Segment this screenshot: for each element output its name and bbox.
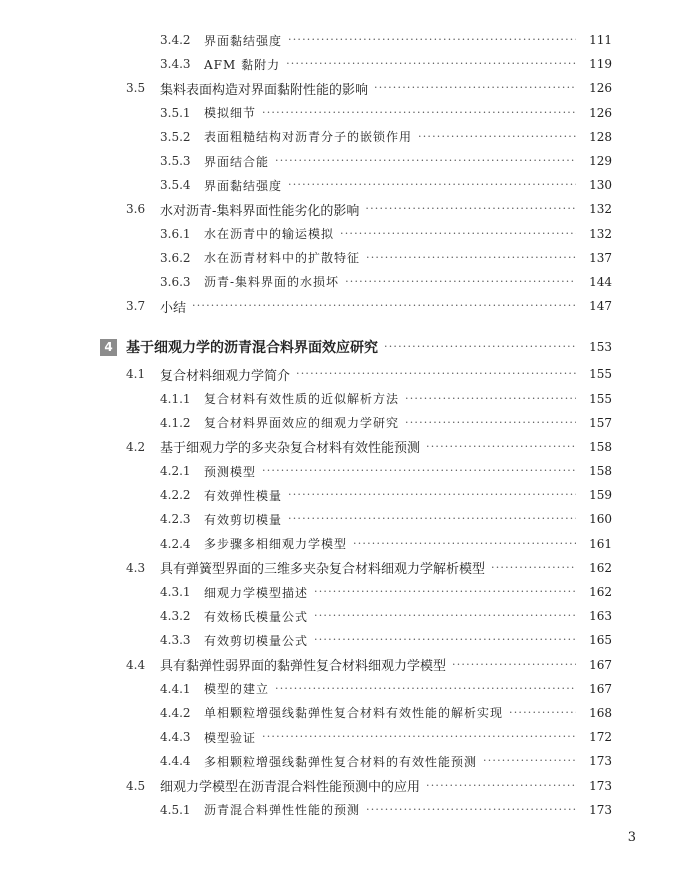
section-page-number: 162: [589, 560, 612, 575]
section-number: 4.3.2: [160, 609, 191, 624]
section-page-number: 144: [589, 274, 612, 289]
section-page-number: 130: [589, 178, 612, 193]
section-page-number: 172: [589, 730, 612, 745]
dot-leader: [288, 512, 576, 526]
dot-leader: [374, 81, 576, 95]
section-title: 单相颗粒增强线黏弹性复合材料有效性能的解析实现: [204, 706, 504, 721]
section-number: 4.4.4: [160, 754, 191, 769]
section-title: 界面黏结强度: [204, 178, 283, 193]
section-number: 4.1.2: [160, 415, 191, 430]
toc-entry[interactable]: [0, 125, 700, 149]
section-page-number: 128: [589, 129, 612, 144]
section-number: 4.1.1: [160, 391, 191, 406]
dot-leader: [262, 106, 576, 120]
section-number: 4.4.1: [160, 681, 191, 696]
dot-leader: [314, 609, 576, 623]
section-number: 4.2.4: [160, 536, 191, 551]
toc-entry[interactable]: [0, 270, 700, 294]
toc-entry[interactable]: [0, 149, 700, 173]
section-number: 4.2: [126, 439, 146, 454]
dot-leader: [275, 154, 576, 168]
section-page-number: 161: [589, 536, 612, 551]
section-number: 4.1: [126, 367, 146, 382]
section-page-number: 126: [589, 105, 612, 120]
section-number: 3.4.3: [160, 57, 191, 72]
section-number: 4.3: [126, 560, 146, 575]
section-number: 4.4: [126, 657, 146, 672]
section-page-number: 167: [589, 681, 612, 696]
section-title: 复合材料有效性质的近似解析方法: [204, 392, 400, 407]
dot-leader: [353, 537, 576, 551]
section-title: 界面黏结强度: [204, 33, 283, 48]
section-title: 有效剪切模量公式: [204, 633, 309, 648]
toc-entry[interactable]: [0, 580, 700, 604]
section-title: 多相颗粒增强线黏弹性复合材料的有效性能预测: [204, 754, 478, 769]
toc-entry[interactable]: [0, 459, 700, 483]
toc-entry[interactable]: [0, 197, 700, 221]
page-number: 3: [627, 830, 636, 845]
section-number: 4.4.2: [160, 705, 191, 720]
dot-leader: [286, 57, 576, 71]
section-page-number: 173: [589, 802, 612, 817]
table-of-contents: [0, 28, 700, 822]
chapter-number-badge: 4: [100, 339, 117, 356]
dot-leader: [365, 202, 576, 216]
section-title: 预测模型: [204, 464, 257, 479]
dot-leader: [288, 488, 576, 502]
section-number: 3.4.2: [160, 33, 191, 48]
dot-leader: [491, 561, 576, 575]
section-page-number: 155: [589, 367, 612, 382]
section-number: 3.6.3: [160, 274, 191, 289]
section-page-number: 137: [589, 250, 612, 265]
section-page-number: 129: [589, 154, 612, 169]
section-page-number: 111: [589, 33, 612, 48]
section-number: 4.3.3: [160, 633, 191, 648]
dot-leader: [275, 682, 576, 696]
toc-entry[interactable]: [0, 532, 700, 556]
section-number: 3.5.4: [160, 178, 191, 193]
section-number: 3.6.2: [160, 250, 191, 265]
section-number: 3.6: [126, 202, 146, 217]
section-title: 基于细观力学的多夹杂复合材料有效性能预测: [160, 441, 421, 457]
section-number: 3.5.3: [160, 154, 191, 169]
toc-entry[interactable]: [0, 653, 700, 677]
section-title: 界面结合能: [204, 154, 270, 169]
section-title: 模型的建立: [204, 682, 270, 697]
section-title: 模拟细节: [204, 106, 257, 121]
toc-entry[interactable]: [0, 556, 700, 580]
dot-leader: [288, 33, 576, 47]
section-title: 具有黏弹性弱界面的黏弹性复合材料细观力学模型: [160, 659, 447, 675]
dot-leader: [426, 440, 576, 454]
section-page-number: 167: [589, 657, 612, 672]
section-page-number: 158: [589, 439, 612, 454]
section-number: 4.2.2: [160, 488, 191, 503]
section-title: 具有弹簧型界面的三维多夹杂复合材料细观力学解析模型: [160, 562, 486, 578]
toc-entry[interactable]: [0, 749, 700, 773]
section-number: 4.3.1: [160, 585, 191, 600]
section-number: 4.2.1: [160, 464, 191, 479]
toc-entry[interactable]: [0, 222, 700, 246]
section-page-number: 165: [589, 633, 612, 648]
section-title: 水在沥青中的输运模拟: [204, 227, 335, 242]
section-number: 4.4.3: [160, 730, 191, 745]
section-title: 沥青混合料弹性性能的预测: [204, 803, 361, 818]
dot-leader: [426, 779, 576, 793]
toc-entry[interactable]: [0, 386, 700, 410]
toc-entry[interactable]: [0, 411, 700, 435]
dot-leader: [452, 658, 576, 672]
section-page-number: 160: [589, 512, 612, 527]
section-title: 有效杨氏模量公式: [204, 609, 309, 624]
section-title: 有效弹性模量: [204, 488, 283, 503]
dot-leader: [262, 464, 576, 478]
section-page-number: 157: [589, 415, 612, 430]
dot-leader: [405, 416, 576, 430]
dot-leader: [288, 178, 576, 192]
section-page-number: 119: [589, 57, 612, 72]
toc-entry[interactable]: [0, 604, 700, 628]
dot-leader: [262, 730, 576, 744]
toc-entry[interactable]: [0, 28, 700, 52]
toc-entry[interactable]: [0, 52, 700, 76]
toc-entry[interactable]: [0, 701, 700, 725]
section-number: 4.5.1: [160, 802, 191, 817]
toc-entry[interactable]: [0, 332, 700, 362]
toc-entry[interactable]: [0, 76, 700, 100]
section-title: 水对沥青-集料界面性能劣化的影响: [160, 203, 360, 219]
section-title: 复合材料界面效应的细观力学研究: [204, 416, 400, 431]
dot-leader: [418, 130, 576, 144]
section-number: 3.5.1: [160, 105, 191, 120]
dot-leader: [509, 706, 576, 720]
section-number: 3.7: [126, 299, 146, 314]
toc-entry[interactable]: [0, 773, 700, 797]
section-title: 表面粗糙结构对沥青分子的嵌锁作用: [204, 130, 413, 145]
section-page-number: 173: [589, 754, 612, 769]
section-title: 多步骤多相细观力学模型: [204, 537, 348, 552]
toc-entry[interactable]: [0, 173, 700, 197]
section-title: 水在沥青材料中的扩散特征: [204, 251, 361, 266]
section-title: AFM 黏附力: [204, 57, 281, 72]
section-page-number: 159: [589, 488, 612, 503]
section-title: 模型验证: [204, 730, 257, 745]
toc-entry[interactable]: [0, 677, 700, 701]
section-title: 沥青-集料界面的水损坏: [204, 275, 340, 290]
dot-leader: [345, 275, 576, 289]
section-page-number: 168: [589, 705, 612, 720]
toc-entry[interactable]: [0, 725, 700, 749]
section-title: 细观力学模型描述: [204, 585, 309, 600]
section-page-number: 132: [589, 226, 612, 241]
section-number: 3.6.1: [160, 226, 191, 241]
section-title: 复合材料细观力学简介: [160, 368, 291, 384]
section-page-number: 132: [589, 202, 612, 217]
toc-entry[interactable]: [0, 294, 700, 318]
toc-entry[interactable]: [0, 483, 700, 507]
section-page-number: 147: [589, 299, 612, 314]
section-title: 细观力学模型在沥青混合料性能预测中的应用: [160, 780, 421, 796]
section-page-number: 153: [589, 340, 612, 355]
toc-entry[interactable]: [0, 246, 700, 270]
toc-entry[interactable]: [0, 101, 700, 125]
dot-leader: [405, 392, 576, 406]
dot-leader: [192, 299, 576, 313]
section-page-number: 173: [589, 778, 612, 793]
toc-entry[interactable]: [0, 435, 700, 459]
section-title: 小结: [160, 300, 187, 316]
section-number: 3.5.2: [160, 129, 191, 144]
dot-leader: [340, 227, 576, 241]
section-title: 基于细观力学的沥青混合料界面效应研究: [126, 340, 378, 357]
toc-entry[interactable]: [0, 628, 700, 652]
section-page-number: 126: [589, 81, 612, 96]
dot-leader: [366, 803, 576, 817]
dot-leader: [366, 251, 576, 265]
section-page-number: 155: [589, 391, 612, 406]
section-number: 4.2.3: [160, 512, 191, 527]
toc-entry[interactable]: [0, 507, 700, 531]
dot-leader: [314, 585, 576, 599]
section-page-number: 163: [589, 609, 612, 624]
toc-entry[interactable]: [0, 362, 700, 386]
toc-entry[interactable]: [0, 798, 700, 822]
dot-leader: [314, 633, 576, 647]
section-title: 有效剪切模量: [204, 512, 283, 527]
section-page-number: 162: [589, 585, 612, 600]
dot-leader: [483, 754, 576, 768]
section-number: 3.5: [126, 81, 146, 96]
section-page-number: 158: [589, 464, 612, 479]
section-number: 4.5: [126, 778, 146, 793]
section-title: 集料表面构造对界面黏附性能的影响: [160, 82, 369, 98]
dot-leader: [296, 367, 576, 381]
dot-leader: [384, 340, 576, 354]
